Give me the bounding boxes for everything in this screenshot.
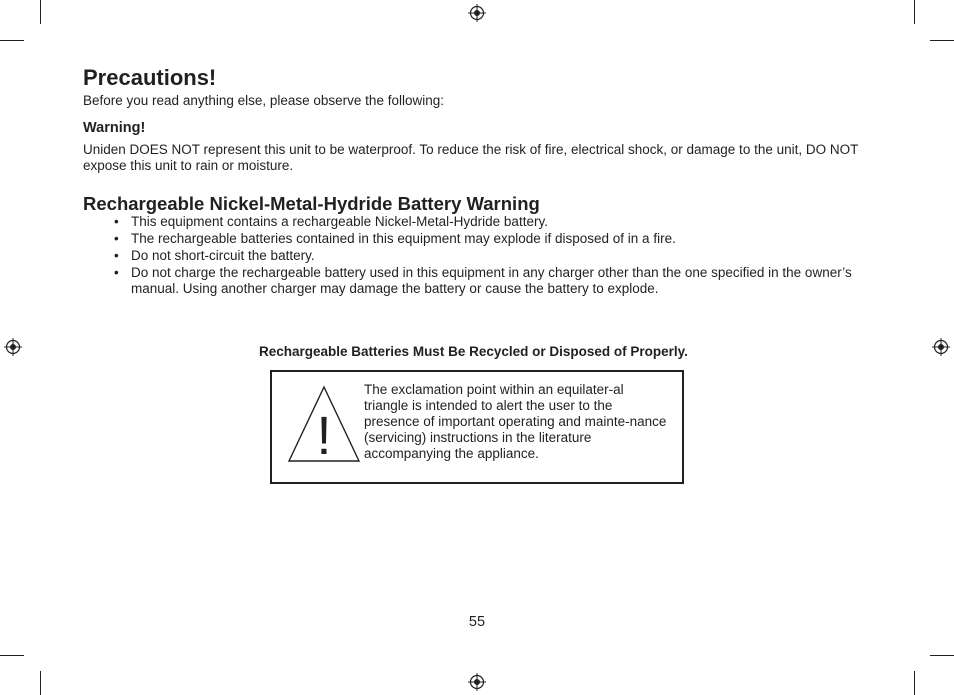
list-item-text: The rechargeable batteries contained in this equipment may explode if disposed of in a fire. — [131, 231, 676, 246]
list-item-text: Do not charge the rechargeable battery used in this equipment in any charger other than the one specified in the owner’s manual. Using another charger may damage the battery or cause the battery to explode. — [131, 265, 852, 296]
bullet-icon: • — [114, 265, 119, 280]
registration-mark-icon — [932, 338, 950, 356]
crop-mark — [914, 0, 915, 24]
caution-box — [270, 370, 684, 484]
bullet-icon: • — [114, 214, 119, 229]
crop-mark — [930, 40, 954, 41]
list-item — [114, 231, 874, 247]
battery-warning-heading: Rechargeable Nickel-Metal-Hydride Battery Warning — [83, 193, 540, 214]
bullet-icon: • — [114, 248, 119, 263]
warning-text: Uniden DOES NOT represent this unit to be waterproof. To reduce the risk of fire, electrical shock, or damage to the unit, DO NOT expose this unit to rain or moisture. — [83, 142, 859, 173]
registration-mark-icon — [468, 4, 486, 22]
crop-mark — [40, 671, 41, 695]
list-item — [114, 265, 874, 297]
bullet-icon: • — [114, 231, 119, 246]
crop-mark — [0, 655, 24, 656]
list-item-text: Do not short-circuit the battery. — [131, 248, 315, 263]
exclamation-symbol: ! — [316, 406, 332, 463]
warning-heading: Warning! — [83, 120, 146, 136]
exclamation-triangle-icon — [287, 385, 361, 468]
page-title: Precautions! — [83, 65, 217, 90]
crop-mark — [0, 40, 24, 41]
battery-warning-list — [114, 214, 874, 298]
caution-text: The exclamation point within an equilater-al triangle is intended to alert the user to the presence of important operating and mainte-nance (servicing) instructions in the literature accompanying the appliance. — [364, 382, 667, 461]
list-item — [114, 214, 874, 230]
registration-mark-icon — [468, 673, 486, 691]
crop-mark — [914, 671, 915, 695]
list-item — [114, 248, 874, 264]
registration-mark-icon — [4, 338, 22, 356]
recycle-notice: Rechargeable Batteries Must Be Recycled or Disposed of Properly. — [259, 344, 688, 359]
crop-mark — [40, 0, 41, 24]
list-item-text: This equipment contains a rechargeable Nickel-Metal-Hydride battery. — [131, 214, 548, 229]
crop-mark — [930, 655, 954, 656]
intro-text: Before you read anything else, please observe the following: — [83, 93, 444, 108]
page-number: 55 — [468, 614, 486, 630]
